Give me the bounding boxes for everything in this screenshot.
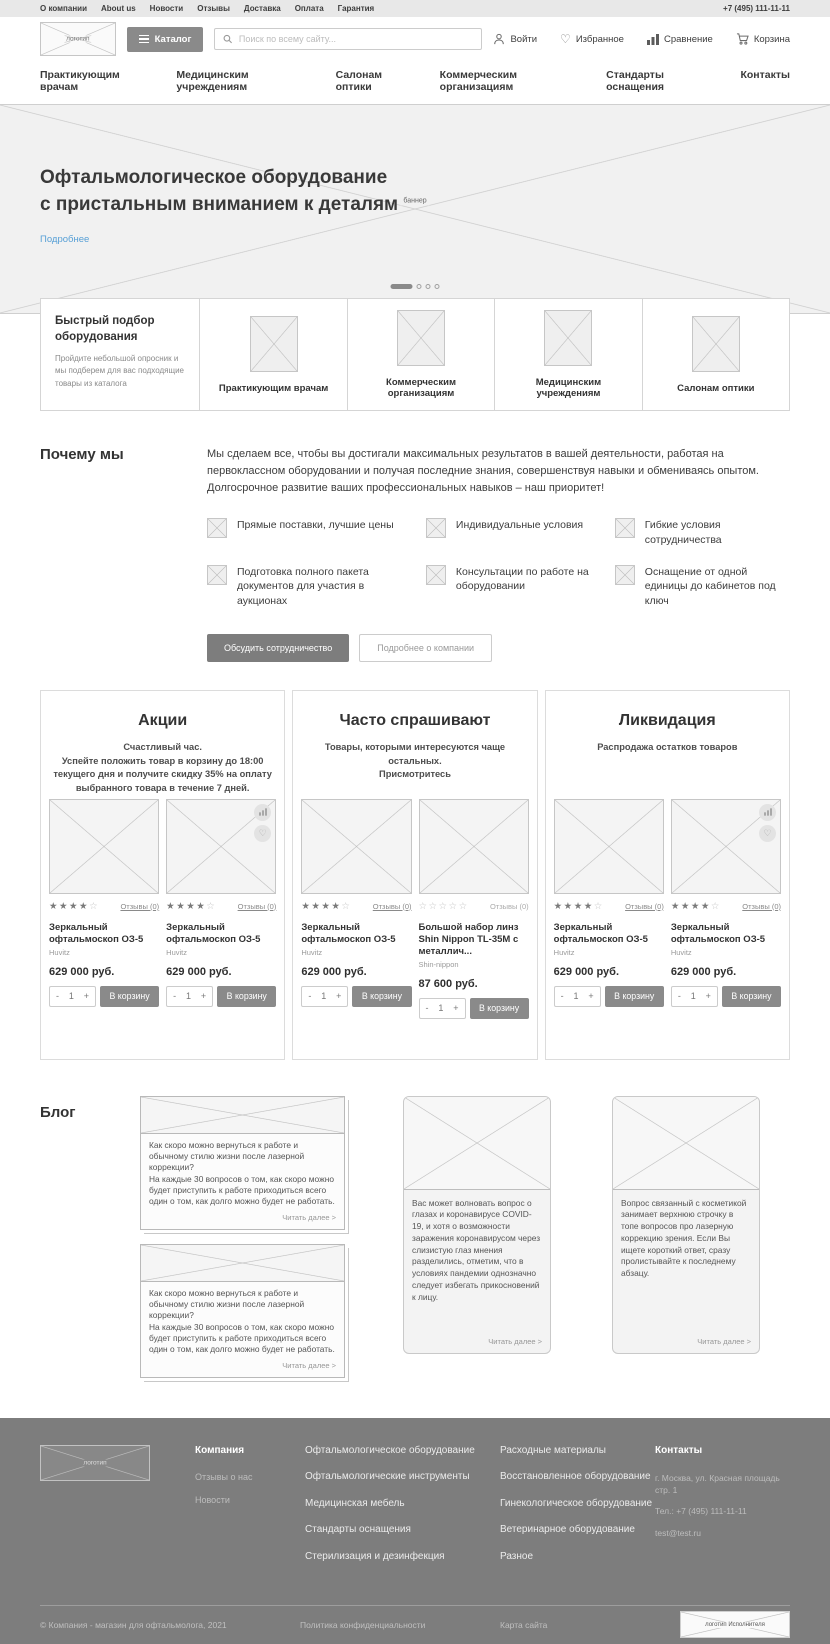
- image-placeholder: [692, 316, 740, 372]
- promo-columns: [40, 690, 790, 1060]
- topbar-link-news[interactable]: Новости: [149, 4, 184, 13]
- logo-label: логотип: [83, 1459, 107, 1467]
- main-navigation: [0, 60, 830, 104]
- promo-column-sales: [40, 690, 285, 1060]
- why-us-section: [0, 411, 830, 662]
- nav-item-commercial[interactable]: Коммерческим организациям: [439, 69, 517, 93]
- product-price: 629 000 руб.: [553, 965, 620, 978]
- product-name: Зеркальный офтальмоскоп ОЗ-5: [301, 921, 396, 945]
- add-to-cart-button[interactable]: В корзину: [605, 986, 664, 1007]
- compare-icon[interactable]: [759, 804, 776, 821]
- reviews-link[interactable]: Отзывы (0): [625, 901, 664, 911]
- topbar-link-about[interactable]: О компании: [40, 4, 87, 13]
- product-card[interactable]: [671, 799, 781, 1007]
- sitemap-link[interactable]: Карта сайта: [500, 1619, 548, 1630]
- feature-icon-placeholder: [207, 565, 227, 585]
- product-price: 629 000 руб.: [670, 965, 737, 978]
- footer-link-standards[interactable]: Стандарты оснащения: [305, 1524, 411, 1536]
- read-more-link[interactable]: Читать далее >: [282, 1212, 336, 1222]
- footer-heading-contacts: Контакты: [655, 1444, 703, 1456]
- nav-item-contacts[interactable]: Контакты: [740, 69, 790, 81]
- blog-image-placeholder: [613, 1097, 759, 1190]
- about-company-button[interactable]: Подробнее о компании: [359, 634, 492, 662]
- product-brand: Huvitz: [166, 947, 188, 957]
- feature-item: Подготовка полного пакета документов для участия в аукционах: [207, 565, 404, 609]
- column-subtitle: Распродажа остатков товаров: [597, 741, 738, 752]
- quick-card-institutions[interactable]: Медицинским учреждениям: [494, 299, 641, 410]
- star-rating: ★★★★☆: [553, 900, 604, 912]
- search-input[interactable]: [239, 34, 474, 44]
- star-rating: ★★★★☆: [670, 900, 721, 912]
- footer-heading-company: Компания: [195, 1444, 245, 1456]
- executor-logo-placeholder[interactable]: [680, 1611, 790, 1638]
- heart-icon: ♡: [560, 32, 571, 46]
- qty-plus[interactable]: +: [705, 991, 711, 1002]
- product-image-placeholder: [419, 799, 529, 894]
- qty-value: 1: [321, 991, 327, 1002]
- blog-post-card[interactable]: [612, 1096, 760, 1354]
- footer-link-reviews[interactable]: Отзывы о нас: [195, 1471, 253, 1482]
- feature-icon-placeholder: [615, 518, 635, 538]
- image-placeholder: [544, 310, 592, 366]
- product-price: 629 000 руб.: [49, 965, 115, 978]
- site-header: [0, 17, 830, 60]
- footer-link-gynecological[interactable]: Гинекологическое оборудование: [500, 1497, 653, 1509]
- promo-column-clearance: [545, 690, 790, 1060]
- qty-plus[interactable]: +: [83, 991, 89, 1002]
- site-footer: [0, 1418, 830, 1644]
- nav-item-institutions[interactable]: Медицинским учреждениям: [176, 69, 249, 93]
- product-name: Зеркальный офтальмоскоп ОЗ-5: [166, 921, 261, 945]
- column-title: Ликвидация: [618, 711, 716, 729]
- product-image-placeholder: [49, 799, 159, 894]
- quick-select-intro: [41, 299, 199, 410]
- product-price: 629 000 руб.: [166, 965, 232, 978]
- heart-icon[interactable]: ♡: [759, 825, 776, 842]
- reviews-link[interactable]: Отзывы (0): [372, 901, 412, 911]
- product-name: Зеркальный офтальмоскоп ОЗ-5: [553, 921, 648, 945]
- star-rating: ☆☆☆☆☆: [418, 900, 469, 912]
- feature-icon-placeholder: [615, 565, 635, 585]
- qty-plus[interactable]: +: [336, 991, 342, 1002]
- blog-post-card[interactable]: [140, 1244, 345, 1378]
- read-more-link[interactable]: Читать далее >: [282, 1360, 336, 1370]
- feature-icon-placeholder: [426, 565, 446, 585]
- topbar-link-payment[interactable]: Оплата: [294, 4, 324, 13]
- heart-icon[interactable]: ♡: [254, 825, 271, 842]
- product-card[interactable]: [301, 799, 411, 1019]
- blog-image-placeholder: [141, 1245, 344, 1282]
- feature-item: Консультации по работе на оборудовании: [426, 565, 593, 609]
- hero-text: [40, 165, 398, 245]
- favorites-button[interactable]: ♡ Избранное: [560, 32, 624, 46]
- carousel-dot[interactable]: [426, 284, 431, 289]
- footer-link-news[interactable]: Новости: [195, 1494, 230, 1505]
- footer-link-medical-furniture[interactable]: Медицинская мебель: [305, 1497, 405, 1509]
- product-image-placeholder: [554, 799, 664, 894]
- qty-minus[interactable]: -: [173, 991, 177, 1002]
- image-placeholder: [397, 310, 445, 366]
- qty-minus[interactable]: -: [56, 991, 59, 1002]
- section-title: Блог: [40, 1103, 76, 1121]
- search-icon: [223, 34, 232, 44]
- qty-value: 1: [573, 991, 579, 1002]
- footer-link-sterilization[interactable]: Стерилизация и дезинфекция: [305, 1550, 445, 1562]
- topbar-link-warranty[interactable]: Гарантия: [337, 4, 375, 13]
- footer-link-ophthalmic-equipment[interactable]: Офтальмологическое оборудование: [305, 1444, 475, 1456]
- reviews-link[interactable]: Отзывы (0): [742, 901, 781, 911]
- column-subtitle: Товары, которыми интересуются чаще остальных. Присмотритесь: [324, 741, 506, 780]
- product-card[interactable]: [419, 799, 529, 1019]
- product-image-placeholder: [301, 799, 411, 894]
- qty-plus[interactable]: +: [453, 1003, 459, 1014]
- executor-logo-label: логотип Исполнителя: [705, 1621, 765, 1628]
- product-card[interactable]: [49, 799, 159, 1007]
- nav-item-optics[interactable]: Салонам оптики: [335, 69, 383, 93]
- carousel-dot[interactable]: [435, 284, 440, 289]
- carousel-dot[interactable]: [417, 284, 422, 289]
- header-actions: [493, 33, 790, 45]
- product-brand: Shin-nippon: [418, 959, 459, 969]
- quick-card-commercial[interactable]: Коммерческим организациям: [347, 299, 494, 410]
- catalog-button[interactable]: Каталог: [127, 27, 204, 52]
- reviews-link[interactable]: Отзывы (0): [237, 901, 277, 911]
- footer-link-ophthalmic-instruments[interactable]: Офтальмологические инструменты: [305, 1471, 470, 1483]
- blog-image-placeholder: [141, 1097, 344, 1134]
- footer-link-refurbished[interactable]: Восстановленное оборудование: [500, 1471, 651, 1483]
- add-to-cart-button[interactable]: В корзину: [217, 986, 276, 1007]
- reviews-label: Отзывы (0): [489, 901, 529, 911]
- qty-plus[interactable]: +: [588, 991, 594, 1002]
- topbar-link-about-us[interactable]: About us: [101, 4, 136, 13]
- column-subtitle: Счастливый час. Успейте положить товар в корзину до 18:00 текущего дня и получите скидку 35% на оплату выбранного товара в течение 7 дней.: [53, 741, 272, 794]
- carousel-dots: [391, 284, 440, 289]
- qty-minus[interactable]: -: [425, 1003, 429, 1014]
- privacy-policy-link[interactable]: Политика конфиденциальности: [300, 1619, 426, 1630]
- feature-item: Прямые поставки, лучшие цены: [207, 518, 404, 547]
- quick-card-optics[interactable]: Салонам оптики: [642, 299, 789, 410]
- add-to-cart-button[interactable]: В корзину: [352, 986, 411, 1007]
- cart-button[interactable]: Корзина: [736, 33, 790, 45]
- footer-link-consumables[interactable]: Расходные материалы: [500, 1444, 606, 1456]
- product-brand: Huvitz: [553, 947, 575, 957]
- feature-item: Оснащение от одной единицы до кабинетов под ключ: [615, 565, 790, 609]
- quantity-stepper[interactable]: [49, 986, 96, 1007]
- footer-address: г. Москва, ул. Красная площадь стр. 1: [655, 1472, 780, 1496]
- login-button[interactable]: Войти: [493, 33, 537, 45]
- blog-post-text: Как скоро можно вернуться к работе и обычному стилю жизни после лазерной коррекции? На каждые 30 вопросов о том, как скоро можно будет приступить к работе приходиться всего один о том, как долго можно будет не работать.: [149, 1287, 335, 1355]
- compare-icon[interactable]: [254, 804, 271, 821]
- topbar-link-reviews[interactable]: Отзывы: [197, 4, 230, 13]
- logo-placeholder[interactable]: [40, 22, 116, 56]
- compare-icon: [647, 34, 659, 45]
- blog-post-text: Как скоро можно вернуться к работе и обычному стилю жизни после лазерной коррекции? На каждые 30 вопросов о том, как скоро можно будет приступить к работе приходиться всего один о том, как долго можно будет не работать.: [149, 1139, 335, 1207]
- product-card[interactable]: [554, 799, 664, 1007]
- reviews-link[interactable]: Отзывы (0): [120, 901, 160, 911]
- read-more-link[interactable]: Читать далее >: [488, 1336, 542, 1346]
- blog-post-card[interactable]: [140, 1096, 345, 1230]
- section-title: Почему мы: [40, 446, 124, 463]
- blog-post-text: Вас может волновать вопрос о глазах и коронавирусе COVID-19, и хотя о возможности заражения коронавирусом через слизистую глаз мнения разделились, отметим, что в условиях пандемии однозначно следует избегать прикосновений к лицу.: [412, 1197, 541, 1302]
- blog-section: [0, 1060, 830, 1378]
- star-rating: ★★★★☆: [301, 900, 352, 912]
- why-us-text: Мы сделаем все, чтобы вы достигали максимальных результатов в вашей деятельности, работая на первоклассном оборудовании и получая последние знания, совершенствуя навыки и обмениваясь опытом. Долгосрочное развитие ваших профессиональных навыков – наш приоритет!: [207, 448, 759, 495]
- feature-item: Гибкие условия сотрудничества: [615, 518, 790, 547]
- footer-link-misc[interactable]: Разное: [500, 1550, 534, 1562]
- quantity-stepper[interactable]: [166, 986, 213, 1007]
- qty-value: 1: [690, 991, 696, 1002]
- qty-value: 1: [438, 1003, 444, 1014]
- nav-item-standards[interactable]: Стандарты оснащения: [606, 69, 665, 93]
- footer-link-veterinary[interactable]: Ветеринарное оборудование: [500, 1524, 635, 1536]
- product-image-placeholder: [671, 799, 781, 894]
- star-rating: ★★★★☆: [166, 900, 217, 912]
- qty-minus[interactable]: -: [308, 991, 312, 1002]
- product-name: Зеркальный офтальмоскоп ОЗ-5: [49, 921, 144, 945]
- footer-phone: Тел.: +7 (495) 111-11-11: [655, 1506, 747, 1517]
- hero-more-link[interactable]: Подробнее: [40, 234, 90, 246]
- top-bar: [0, 0, 830, 17]
- hero-title: Офтальмологическое оборудование с пристальным вниманием к деталям: [40, 167, 399, 215]
- carousel-dot-active[interactable]: [391, 284, 413, 289]
- discuss-cooperation-button[interactable]: Обсудить сотрудничество: [207, 634, 349, 662]
- features-grid: [207, 518, 790, 608]
- column-title: Акции: [138, 711, 188, 729]
- add-to-cart-button[interactable]: В корзину: [470, 998, 529, 1019]
- topbar-link-delivery[interactable]: Доставка: [243, 4, 281, 13]
- product-price: 87 600 руб.: [418, 977, 478, 990]
- add-to-cart-button[interactable]: В корзину: [722, 986, 781, 1007]
- quantity-stepper[interactable]: [671, 986, 718, 1007]
- logo-label: логотип: [66, 35, 90, 43]
- hero-banner: [0, 104, 830, 314]
- qty-value: 1: [68, 991, 74, 1002]
- image-placeholder: [250, 316, 298, 372]
- phone-number: +7 (495) 111-11-11: [723, 4, 790, 13]
- blog-post-text: Вопрос связанный с косметикой занимает верхнюю строчку в топе вопросов про лазерную коррекцию зрения. Если Вы ищете короткий ответ, сразу пролистывайте к последнему абзацу.: [621, 1197, 747, 1279]
- quick-select-subtitle: Пройдите небольшой опросник и мы подберем для вас подходящие товары из каталога: [55, 354, 184, 388]
- quick-select-panel: [40, 298, 790, 411]
- feature-icon-placeholder: [426, 518, 446, 538]
- user-icon: [493, 33, 505, 45]
- product-image-placeholder: [166, 799, 276, 894]
- product-card[interactable]: [166, 799, 276, 1007]
- nav-item-doctors[interactable]: Практикующим врачам: [40, 69, 120, 93]
- product-name: Большой набор линз Shin Nippon TL-35M с металлич...: [418, 921, 519, 958]
- qty-minus[interactable]: -: [677, 991, 681, 1002]
- read-more-link[interactable]: Читать далее >: [697, 1336, 751, 1346]
- product-name: Зеркальный офтальмоскоп ОЗ-5: [670, 921, 766, 945]
- footer-logo-placeholder[interactable]: [40, 1445, 150, 1481]
- qty-value: 1: [186, 991, 192, 1002]
- product-price: 629 000 руб.: [301, 965, 367, 978]
- qty-minus[interactable]: -: [560, 991, 564, 1002]
- banner-placeholder-label: баннер: [400, 196, 429, 205]
- product-brand: Huvitz: [49, 947, 70, 957]
- product-brand: Huvitz: [301, 947, 323, 957]
- search-box[interactable]: [214, 28, 482, 50]
- blog-post-card[interactable]: [403, 1096, 551, 1354]
- feature-icon-placeholder: [207, 518, 227, 538]
- cart-icon: [736, 33, 749, 45]
- star-rating: ★★★★☆: [49, 900, 100, 912]
- product-brand: Huvitz: [670, 947, 692, 957]
- quick-card-doctors[interactable]: Практикующим врачам: [199, 299, 346, 410]
- quantity-stepper[interactable]: [419, 998, 466, 1019]
- quick-select-title: Быстрый подбор оборудования: [55, 315, 155, 343]
- topbar-links: [40, 4, 374, 13]
- blog-image-placeholder: [404, 1097, 550, 1190]
- copyright: © Компания - магазин для офтальмолога, 2021: [40, 1619, 227, 1630]
- feature-item: Индивидуальные условия: [426, 518, 593, 547]
- promo-column-frequently-asked: [292, 690, 537, 1060]
- column-title: Часто спрашивают: [339, 711, 491, 729]
- footer-email[interactable]: test@test.ru: [655, 1527, 701, 1538]
- hamburger-icon: [139, 33, 149, 46]
- qty-plus[interactable]: +: [200, 991, 207, 1002]
- quantity-stepper[interactable]: [554, 986, 601, 1007]
- add-to-cart-button[interactable]: В корзину: [100, 986, 159, 1007]
- compare-button[interactable]: Сравнение: [647, 33, 713, 45]
- quantity-stepper[interactable]: [301, 986, 348, 1007]
